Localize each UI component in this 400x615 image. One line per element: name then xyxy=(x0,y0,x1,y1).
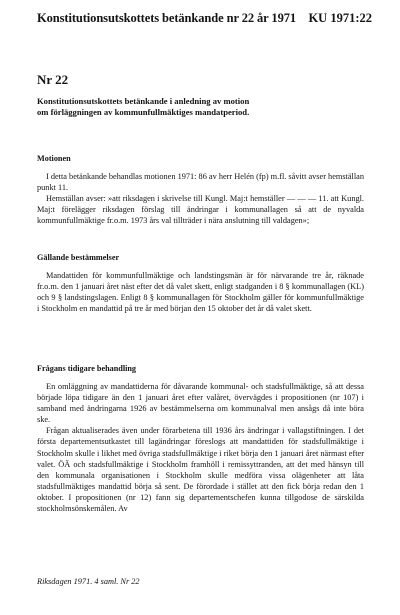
paragraph: Hemställan avser: »att riksdagen i skrivelse till Kungl. Maj:t hemställer — — — 11. att Kungl. Maj:t förelägger riksdagen förslag till ändringar i kommunallagen så att de nyvalda kommunfullmäktige fr.o.m. 1973 års val tillträder i nära anslutning till valdagen»; xyxy=(37,194,364,226)
paragraph: En omläggning av mandattiderna för dåvarande kommunal- och stadsfullmäktige, så att dessa började löpa tidigare än den 1 januari året efter valåret, övervägdes i propositionen (nr 107) i samband med ändringarna 1926 av bestämmelserna om kommunalval men ansågs då inte böra ske. xyxy=(37,382,364,425)
section-fragans-tidigare-behandling xyxy=(37,364,364,514)
section-heading: Gällande bestämmelser xyxy=(37,253,120,262)
page-header xyxy=(37,11,372,31)
section-heading: Motionen xyxy=(37,154,71,163)
section-motionen xyxy=(37,154,364,226)
report-number: Nr 22 xyxy=(37,72,69,87)
section-heading: Frågans tidigare behandling xyxy=(37,364,137,373)
report-title-line-1: Konstitutionsutskottets betänkande i anledning av motion xyxy=(37,96,250,106)
page-footer: Riksdagen 1971. 4 saml. Nr 22 xyxy=(37,577,140,586)
header-document-code: KU 1971:22 xyxy=(308,11,372,25)
report-title xyxy=(37,96,337,118)
paragraph: I detta betänkande behandlas motionen 1971: 86 av herr Helén (fp) m.fl. såvitt avser hemställan punkt 11. xyxy=(37,172,364,193)
paragraph: Frågan aktualiserades även under förarbetena till 1936 års ändringar i vallagstiftningen. I det första departementsutkastet till lagändringar föreslogs att mandattiden för stadsfullmäktige i Stockholm skulle i likhet med övriga stadsfullmäktige i riket börja den 1 januari året närmast efter valet. ÖÄ och stadsfullmäktige i Stockholm framhöll i remissyttranden, att det med hänsyn till den kommunala organisationen i Stockholm skulle medföra vissa olägenheter att låta stadsfullmäktiges mandattid börja så sent. De förordade i stället att den fick börja redan den 1 oktober. I propositionen (nr 12) fann sig departementschefen kunna tillgodose de särskilda stockholmsönskemålen. Av xyxy=(37,426,364,514)
report-title-line-2: om förläggningen av kommunfullmäktiges mandatperiod. xyxy=(37,107,250,117)
section-gallande-bestammelser xyxy=(37,253,364,314)
header-title: Konstitutionsutskottets betänkande nr 22 år 1971 xyxy=(37,11,297,25)
paragraph: Mandattiden för kommunfullmäktige och landstingsmän är för närvarande tre år, räknade fr.o.m. den 1 januari året näst efter det då valet skett, enligt stadganden i 8 § kommunallagen (KL) och 9 § landstingslagen. Enligt 8 § kommunallagen för Stockholm gäller för kommunfullmäktige i Stockholm en mandattid på tre år med början den 15 oktober det år då valet skett. xyxy=(37,271,364,314)
